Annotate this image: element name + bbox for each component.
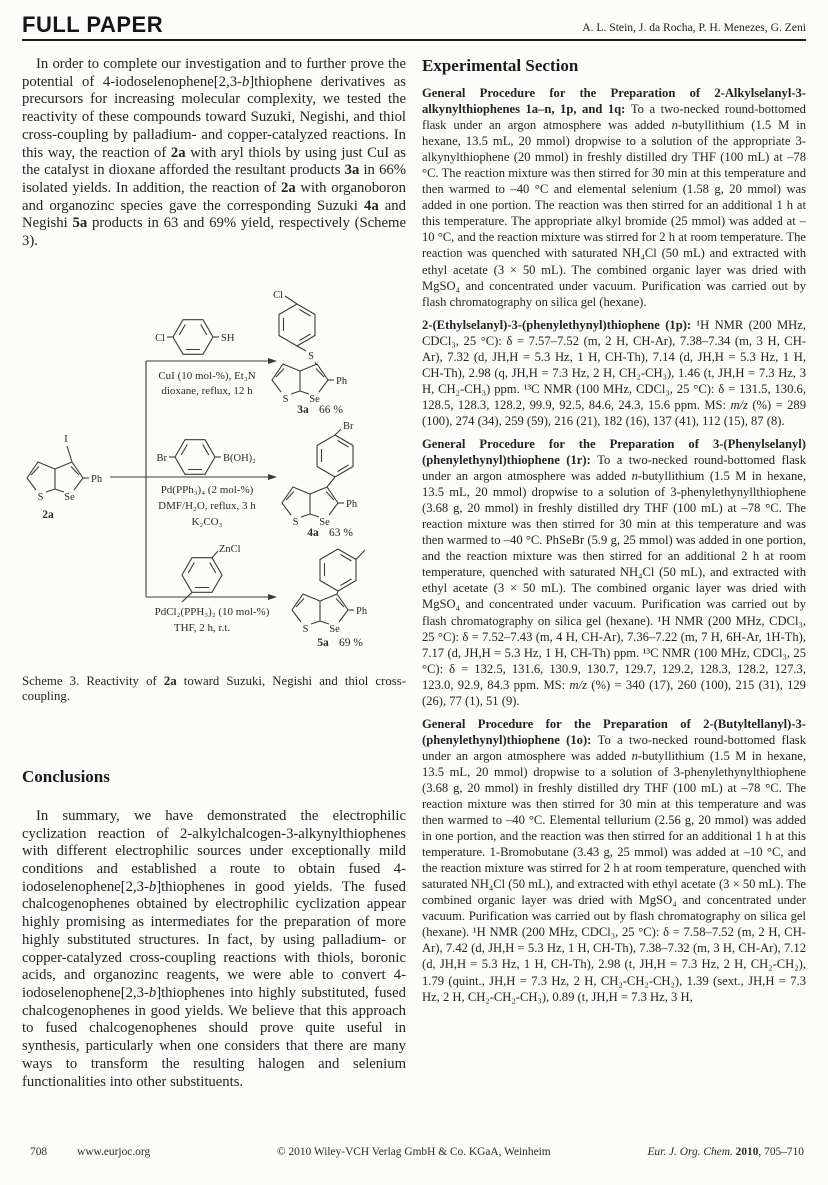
conclusions-heading: Conclusions — [22, 766, 110, 786]
structure-3a — [272, 290, 348, 416]
chloro-label: Cl — [273, 289, 283, 301]
arrowhead-top-icon — [268, 358, 277, 364]
page-header — [22, 14, 806, 41]
intro-paragraph: In order to complete our investigation and to further prove the potential of 4-iodoselenophene[2,3-b]thiophene derivatives as precursors for increasing molecular complexity, we tested the reactivity of these compounds toward Suzuki, Negishi, and thiol cross-coupling by palladium- and copper-catalyzed reactions. In this way, the reaction of 2a with aryl thiols by using just CuI as the catalyst in dioxane afforded the resultant products 3a in 66% isolated yields. In addition, the reaction of 2a with organoboron and organozinc species gave the corresponding Suzuki 4a and Negishi 5a products in 63 and 69% yield, respectively (Scheme 3). — [22, 56, 407, 250]
atom-s-label: S — [302, 623, 309, 635]
page-footer — [30, 1146, 804, 1158]
journal-citation: Eur. J. Org. Chem. 2010, 705–710 — [647, 1146, 804, 1158]
compound-5a-label: 5a — [317, 636, 329, 649]
thiol-label: SH — [221, 332, 235, 344]
procedure-paragraph-1o: General Procedure for the Preparation of 2-(Butyltellanyl)-3-(phenylethynyl)thiophene (1o): To a two-necked round-bottomed flask under an argon atmosphere was added n-butyllithium (1.5 M in hexane, 13.5 mL, 20 mmol) dropwise to a solution of 3-phenylethynylthiophene (3.68 g, 20 mmol) in freshly distilled dry THF (100 mL) at –78 °C. The reaction mixture was then stirred for 30 min at this temperature and was then warmed to –40 °C. Elemental tellurium (2.56 g, 20 mmol) was added in one portion, and the reaction was then stirred for an additional 1 h at this temperature. 1-Bromobutane (3.43 g, 25 mmol) was added at –10 °C, and the reaction mixture was stirred for 2 h at room temperature, quenched with saturated NH₄Cl (50 mL), and extracted with ethyl acetate (3 × 50 mL). The combined organic layer was dried with MgSO₄ and concentrated under vacuum. Purification was carried out by flash chromatography on silica gel (hexane). ¹H NMR (200 MHz, CDCl₃, 25 °C): δ = 7.58–7.52 (m, 2 H, CH-Ar), 7.42 (d, JH,H = 5.3 Hz, 1 H, CH-Th), 7.38–7.32 (m, 3 H, CH-Ar), 7.12 (d, JH,H = 5.3 Hz, 1 H, CH-Th), 2.98 (t, JH,H = 7.3 Hz, 2 H, CH₂-CH₂), 1.79 (quint., JH,H = 7.3 Hz, 2 H, CH₂-CH₂-CH₂), 1.39 (sext., JH,H = 7.3 Hz, 2 H, CH₂-CH₂-CH₃), 0.89 (t, JH,H = 7.3 Hz, 3 H, — [422, 716, 807, 1004]
bromo-label: Br — [156, 452, 167, 464]
scheme-3-caption: Scheme 3. Reactivity of 2a toward Suzuki, Negishi and thiol cross-coupling. — [22, 673, 406, 704]
methyl-bond — [356, 550, 365, 560]
atom-s-label: S — [282, 393, 289, 405]
atom-s-label: S — [37, 491, 44, 503]
reagent-chlorothiophenol — [155, 319, 235, 354]
yield-5a: 69 % — [339, 636, 363, 649]
conditions-line: PdCl₂(PPH₃)₂ (10 mol-%) — [154, 605, 270, 618]
conditions-line: CuI (10 mol-%), Et₃N — [158, 369, 256, 382]
reagent-bromophenylboronic-acid — [157, 439, 257, 474]
bromo-label: Br — [343, 420, 354, 432]
copyright-notice: © 2010 Wiley-VCH Verlag GmbH & Co. KGaA, Weinheim — [276, 1146, 551, 1158]
procedure-paragraph-1a-n: General Procedure for the Preparation of 2-Alkylselanyl-3-alkynylthiophenes 1a–n, 1p, and 1q: To a two-necked round-bottomed flask under an argon atmosphere was added n-butyllithium (1.5 M in hexane, 13.5 mL, 20 mmol) dropwise to a solution of the appropriate 3-alkynylthiophene (20 mmol) in freshly distilled dry THF (100 mL) at –78 °C. The reaction mixture was then stirred for 30 min at this temperature and then warmed to –40 °C and elemental selenium (1.58 g, 20 mmol) was added in one portion. The reaction was then stirred for an additional 1 h at this temperature. The appropriate alkyl bromide (25 mmol) was added at –10 °C, and the reaction mixture was stirred for 2 h at room temperature. The reaction was quenched with saturated NH₄Cl (50 mL) and extracted with ethyl acetate (3 × 50 mL). The combined organic layer was dried with MgSO₄ and concentrated under vacuum. Purification was carried out by flash chromatography on silica gel (hexane). — [422, 86, 807, 309]
conditions-line: THF, 2 h, r.t. — [173, 621, 231, 634]
conditions-line: dioxane, reflux, 12 h — [161, 384, 253, 397]
yield-4a: 63 % — [329, 526, 353, 539]
compound-2a-label: 2a — [42, 508, 54, 521]
boronic-acid-label: B(OH)₂ — [223, 452, 256, 464]
zinc-chloride-label: ZnCl — [219, 543, 241, 555]
scheme-3-drawing — [22, 278, 394, 663]
conditions-line: K₂CO₃ — [191, 515, 223, 528]
conditions-line: DMF/H₂O, reflux, 3 h — [158, 499, 256, 512]
atom-s-label: S — [292, 516, 299, 528]
compound-3a-label: 3a — [297, 403, 309, 416]
phenyl-label: Ph — [336, 375, 348, 387]
phenyl-label: Ph — [346, 498, 358, 510]
iodo-substituent-label: I — [64, 433, 68, 445]
atom-se-label: Se — [319, 516, 330, 528]
phenyl-label: Ph — [91, 473, 103, 485]
experimental-section-heading: Experimental Section — [422, 56, 579, 75]
structure-2a — [27, 434, 103, 521]
arrowhead-middle-icon — [268, 474, 277, 480]
conditions-line: Pd(PPh₃)₄ (2 mol-%) — [160, 483, 254, 496]
page-type-label: FULL PAPER — [22, 12, 164, 37]
procedure-paragraph-1r: General Procedure for the Preparation of 3-(Phenylselanyl)(phenylethynyl)thiophene (1r): To a two-necked round-bottomed flask under an argon atmosphere was added n-butyllithium (1.5 M in hexane, 13.5 mL, 20 mmol) dropwise to a solution of 3-phenylethynyllthiophene (3.68 g, 20 mmol) in freshly distilled dry THF (100 mL) at –78 °C. The reaction mixture was then stirred for 30 min at this temperature and was then warmed to –40 °C. PhSeBr (5.9 g, 25 mmol) was added in one portion, and the reaction mixture was then stirred for an additional 2 h at room temperature, quenched with saturated NH₄Cl (50 mL), and extracted with ethyl acetate (3 × 50 mL). The combined organic layer was dried with MgSO₄ and concentrated under vacuum. Purification was carried out by flash chromatography on silica gel (hexane). ¹H NMR (200 MHz, CDCl₃, 25 °C): δ = 7.52–7.43 (m, 4 H, CH-Ar), 7.36–7.22 (m, 7 H, 6H-Ar, 1H-Th), 7.17 (d, JH,H = 5.3 Hz, 1 H, CH-Th) ppm. ¹³C NMR (100 MHz, CDCl₃, 25 °C): δ = 132.5, 131.6, 130.9, 130.7, 129.7, 129.2, 128.3, 128.2, 127.3, 123.0, 92.9, 84.3 ppm. MS: m/z (%) = 340 (17), 260 (100), 215 (31), 129 (26), 77 (1), 51 (9). — [422, 436, 806, 708]
conclusions-paragraph: In summary, we have demonstrated the electrophilic cyclization reaction of 2-alkylchalcogen-3-alkynylthiophenes with different electrophilic sources under exceptionally mild conditions and established a route to obtain fused 4-iodoselenophene[2,3-b]thiophenes in good yields. The fused chalcogenophenes obtained by electrophilic cyclization appear highly promising as intermediates for the preparation of more highly substituted structures. In fact, by using palladium- or copper-catalyzed cross-coupling reactions with thiols, boronic acids, and organozinc reagents, we were able to convert 4-iodoselenophene[2,3-b]thiophenes into highly substituted, fused chalcogenophenes in good yields. We believe that this approach to fused chalcogenophenes should prove quite useful in synthesis, particularly when one considers that there are many ways to transform the resulting halogen and selenium functionalities into other substituents. — [22, 807, 406, 1090]
page-number: 708 — [30, 1146, 48, 1158]
yield-3a: 66 % — [319, 403, 343, 416]
atom-se-label: Se — [309, 393, 320, 405]
structure-4a — [282, 421, 358, 539]
arrowhead-bottom-icon — [268, 594, 277, 600]
phenyl-label: Ph — [356, 605, 368, 617]
characterization-paragraph-1p: 2-(Ethylselanyl)-3-(phenylethynyl)thiophene (1p): ¹H NMR (200 MHz, CDCl₃, 25 °C): δ = 7.57–7.52 (m, 2 H, CH-Ar), 7.38–7.34 (m, 3 H, CH-Ar), 7.32 (d, JH,H = 5.3 Hz, 1 H, CH-Th), 7.14 (d, JH,H = 5.3 Hz, 1 H, CH-Th), 2.98 (q, JH,H = 7.3 Hz, 2 H, CH₂-CH₃), 1.46 (t, JH,H = 7.3 Hz, 3 H, CH₂-CH₃) ppm. ¹³C NMR (100 MHz, CDCl₃, 25 °C): δ = 131.5, 130.6, 128.5, 128.3, 128.2, 99.9, 92.5, 84.6, 24.3, 15.6 ppm. MS: m/z (%) = 289 (100), 274 (34), 259 (59), 216 (21), 182 (16), 137 (41), 112 (15), 87 (8). — [422, 317, 807, 428]
compound-4a-label: 4a — [307, 526, 319, 539]
reagent-tolylzinc-chloride — [182, 544, 241, 602]
atom-se-label: Se — [64, 491, 75, 503]
journal-website: www.eurjoc.org — [77, 1146, 151, 1158]
sulfide-linker-label: S — [308, 350, 314, 362]
running-head-authors: A. L. Stein, J. da Rocha, P. H. Menezes, G. Zeni — [582, 21, 806, 34]
atom-se-label: Se — [329, 623, 340, 635]
right-column — [422, 56, 806, 1091]
chloro-label: Cl — [155, 332, 165, 344]
scheme-3-figure — [22, 278, 406, 705]
two-column-body — [22, 56, 806, 1091]
left-column — [22, 56, 406, 1091]
structure-5a — [292, 549, 368, 649]
